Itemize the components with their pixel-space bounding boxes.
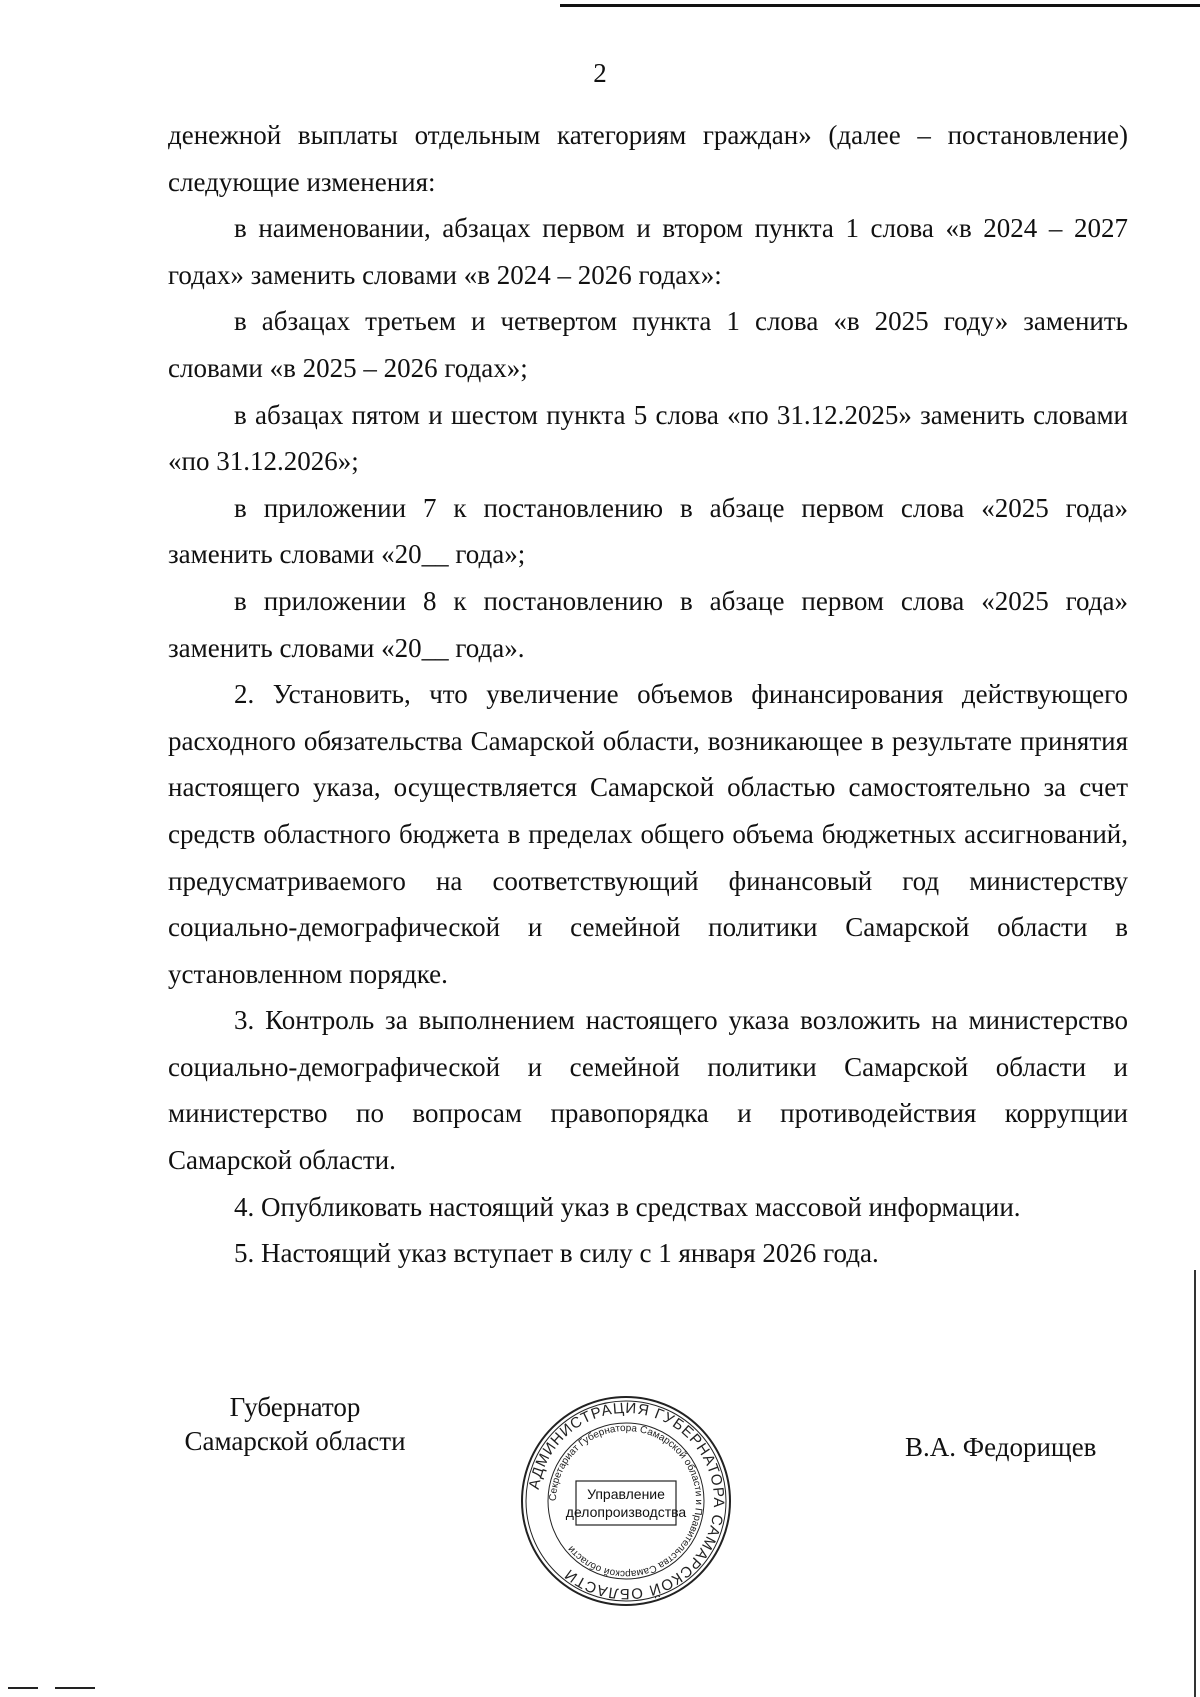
signatory-title-line: Губернатор — [229, 1392, 361, 1422]
stamp-center-line: Управление — [587, 1486, 665, 1502]
stamp-inner-text: Секретариат Губернатора Самарской области и Правительства Самарской области — [547, 1422, 705, 1580]
paragraph: денежной выплаты отдельным категориям граждан» (далее – постановление) следующие изменения: — [168, 120, 1128, 197]
scan-mark — [8, 1687, 38, 1689]
stamp-center-line: делопроизводства — [565, 1504, 687, 1520]
paragraph: 5. Настоящий указ вступает в силу с 1 января 2026 года. — [234, 1238, 879, 1269]
scan-edge-top — [560, 4, 1200, 7]
scan-edge-right — [1194, 1270, 1196, 1697]
signatory-title-line: Самарской области — [184, 1426, 406, 1456]
page-number: 2 — [593, 58, 607, 88]
paragraph: в приложении 7 к постановлению в абзаце первом слова «2025 года» заменить словами «20__ года»; — [168, 492, 1128, 570]
paragraph: в абзацах третьем и четвертом пункта 1 слова «в 2025 году» заменить словами «в 2025 – 2026 годах»; — [168, 306, 1128, 383]
stamp-outer-text: АДМИНИСТРАЦИЯ ГУБЕРНАТОРА САМАРСКОЙ ОБЛАСТИ — [525, 1399, 728, 1603]
paragraph: 4. Опубликовать настоящий указ в средствах массовой информации. — [234, 1191, 1021, 1222]
official-stamp — [518, 1393, 734, 1609]
signatory-title — [175, 1390, 415, 1458]
paragraph: в наименовании, абзацах первом и втором пункта 1 слова «в 2024 – 2027 годах» заменить словами «в 2024 – 2026 годах»: — [168, 213, 1128, 290]
paragraph: в приложении 8 к постановлению в абзаце первом слова «2025 года» заменить словами «20__ года». — [168, 585, 1128, 663]
scan-mark — [55, 1687, 95, 1689]
document-body — [168, 112, 1128, 1277]
stamp-seal-icon — [518, 1393, 734, 1609]
paragraph: 3. Контроль за выполнением настоящего указа возложить на министерство социально-демографической и семейной политики Самарской области и министерство по вопросам правопорядка и противодействия коррупции Самарской области. — [168, 1005, 1128, 1176]
signatory-name: В.А. Федорищев — [905, 1432, 1097, 1462]
paragraph: в абзацах пятом и шестом пункта 5 слова «по 31.12.2025» заменить словами «по 31.12.2026»; — [168, 399, 1128, 477]
paragraph: 2. Установить, что увеличение объемов финансирования действующего расходного обязательства Самарской области, возникающее в результате принятия настоящего указа, осуществляется Самарской областью самостоятельно за счет средств областного бюджета в пределах общего объема бюджетных ассигнований, предусматриваемого на соответствующий финансовый год министерству социально-демографической и семейной политики Самарской области в установленном порядке. — [168, 679, 1128, 989]
